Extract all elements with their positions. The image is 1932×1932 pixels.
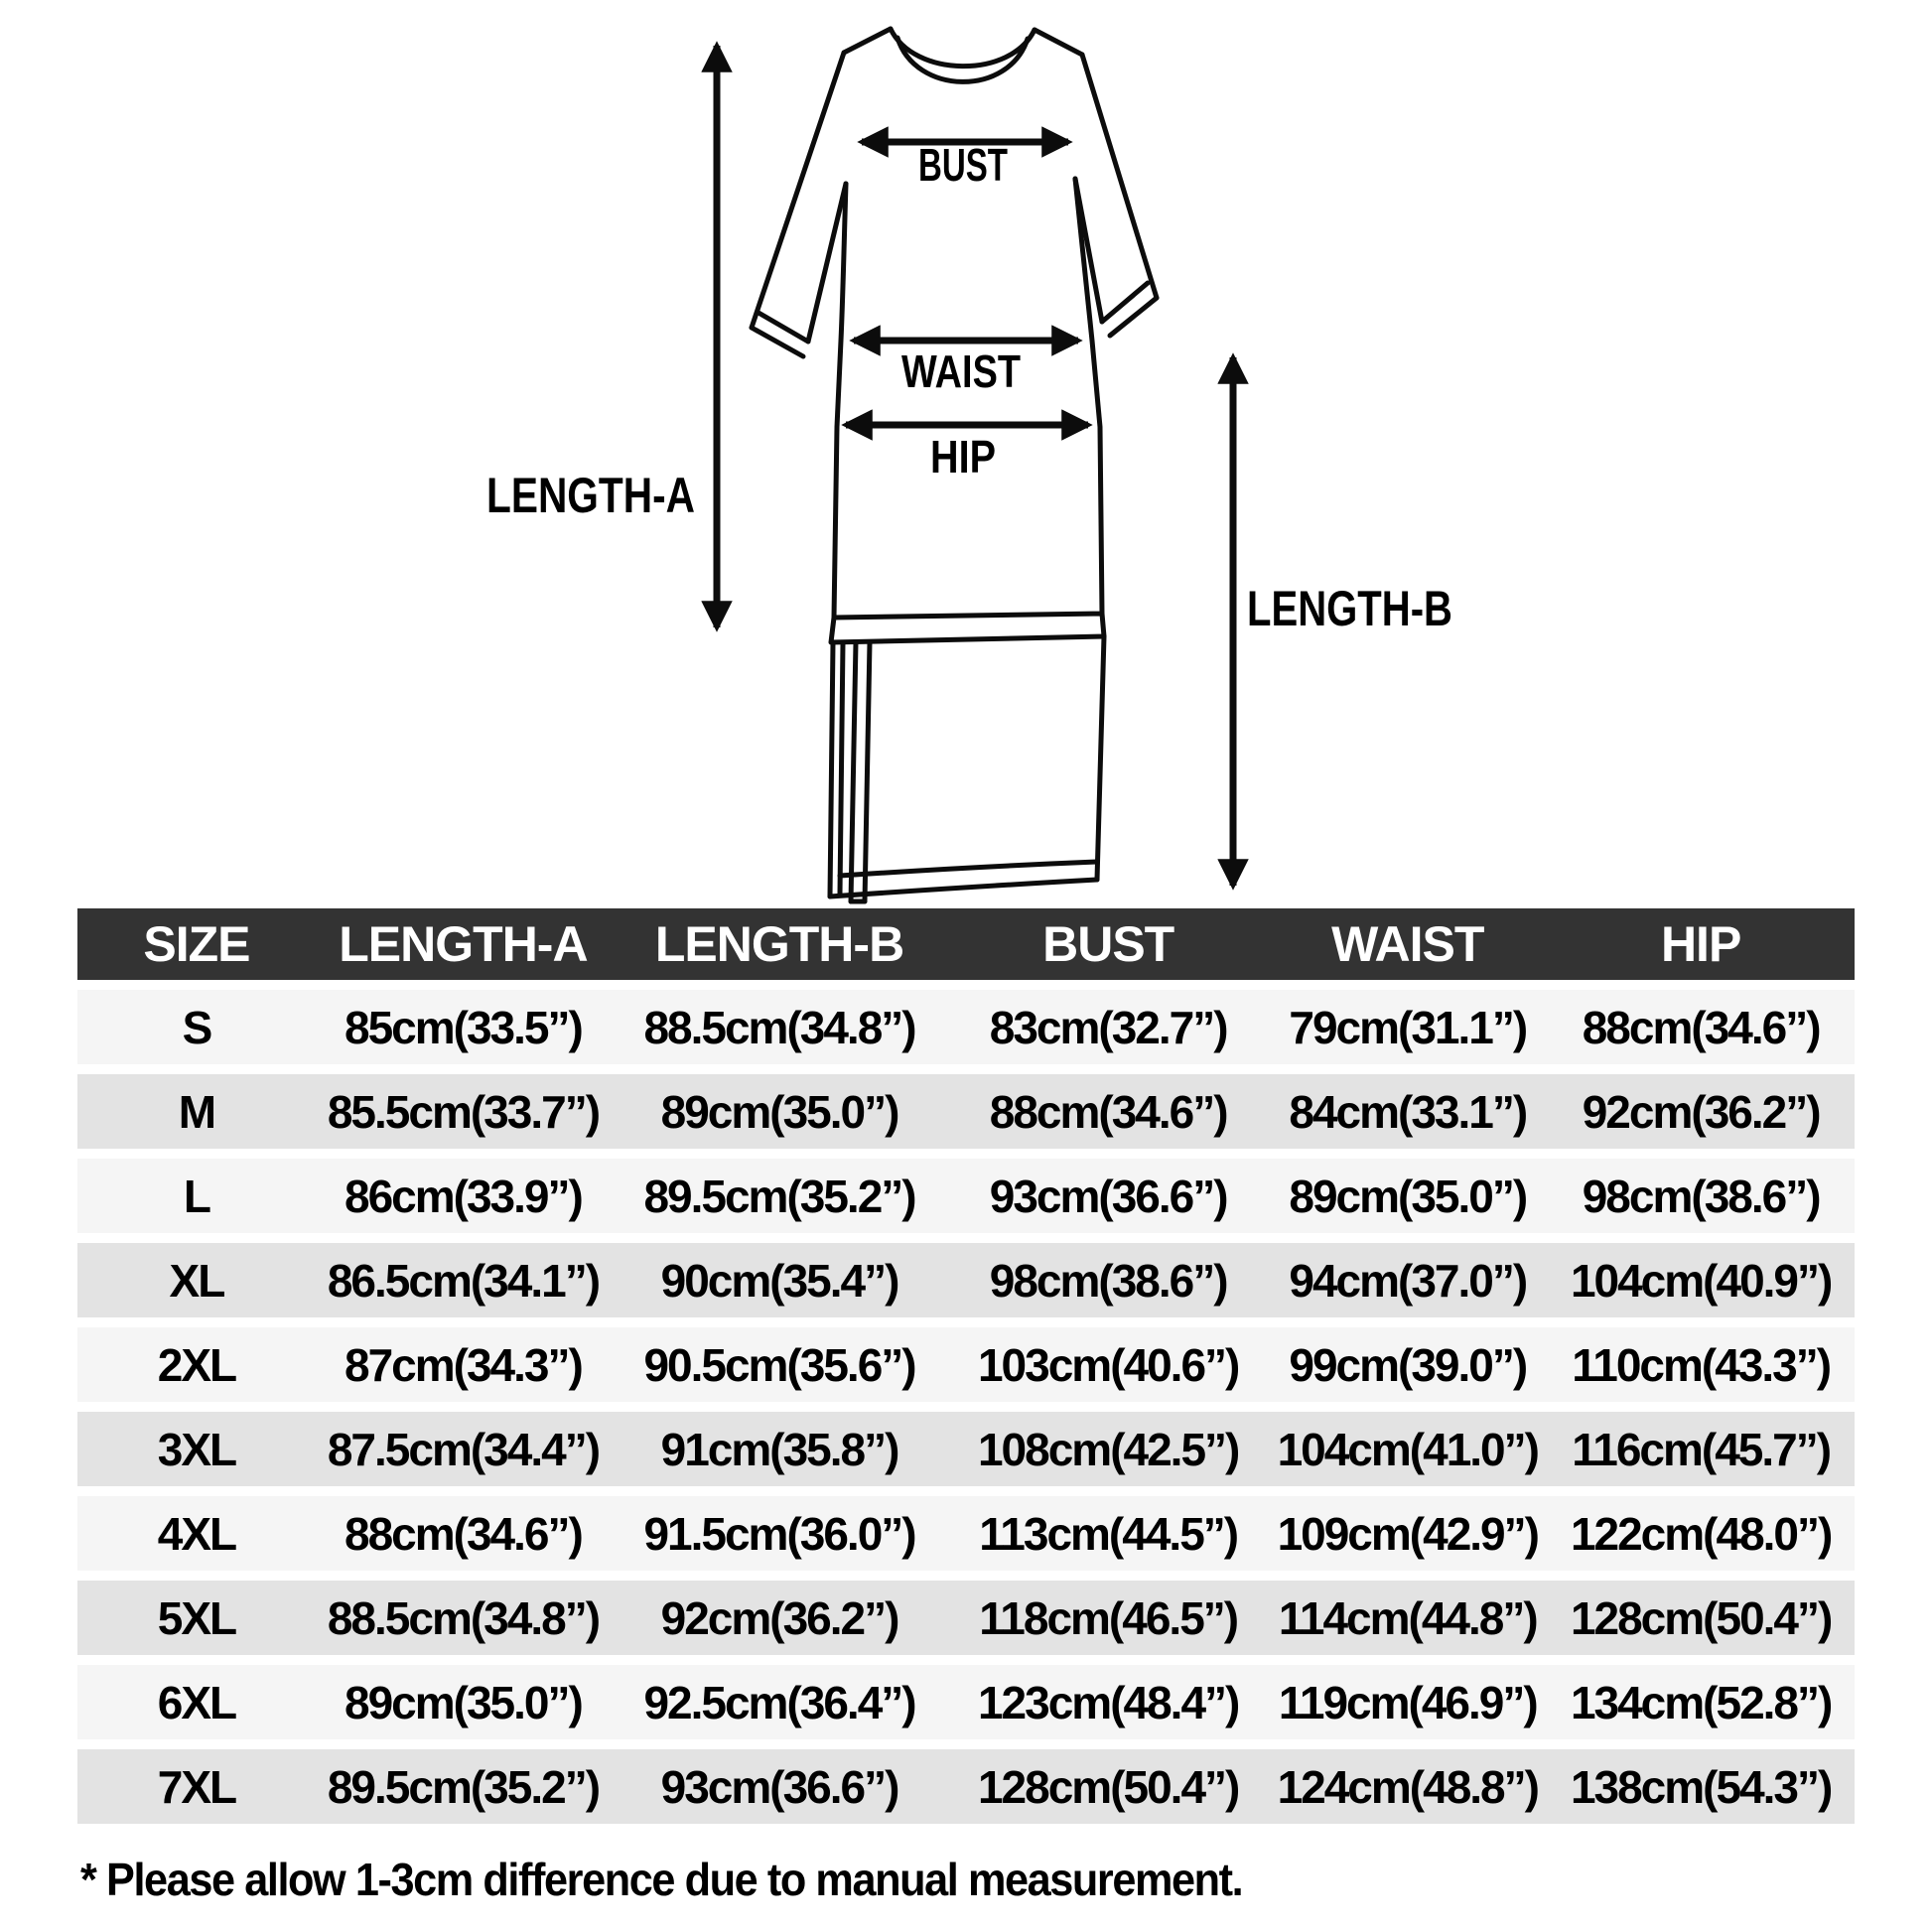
- skirt-outline: [830, 636, 1104, 901]
- size-chart-table: [77, 898, 1855, 1834]
- size-cell: 6XL: [77, 1665, 316, 1739]
- size-cell: 4XL: [77, 1496, 316, 1571]
- value-cell: 85cm(33.5”): [316, 990, 611, 1064]
- value-cell: 90cm(35.4”): [611, 1243, 948, 1317]
- column-header-waist: WAIST: [1268, 908, 1547, 980]
- column-header-hip: HIP: [1547, 908, 1855, 980]
- table-header-row: [77, 908, 1855, 980]
- value-cell: 87.5cm(34.4”): [316, 1412, 611, 1486]
- value-cell: 92cm(36.2”): [1547, 1074, 1855, 1149]
- value-cell: 103cm(40.6”): [948, 1327, 1268, 1402]
- value-cell: 98cm(38.6”): [948, 1243, 1268, 1317]
- garment-measurement-diagram: [0, 0, 1932, 913]
- table-row: [77, 990, 1855, 1064]
- column-header-length-a: LENGTH-A: [316, 908, 611, 980]
- value-cell: 108cm(42.5”): [948, 1412, 1268, 1486]
- value-cell: 92.5cm(36.4”): [611, 1665, 948, 1739]
- value-cell: 114cm(44.8”): [1268, 1581, 1547, 1655]
- value-cell: 89cm(35.0”): [1268, 1159, 1547, 1233]
- value-cell: 92cm(36.2”): [611, 1581, 948, 1655]
- value-cell: 79cm(31.1”): [1268, 990, 1547, 1064]
- value-cell: 99cm(39.0”): [1268, 1327, 1547, 1402]
- value-cell: 119cm(46.9”): [1268, 1665, 1547, 1739]
- table-row: [77, 1074, 1855, 1149]
- value-cell: 93cm(36.6”): [948, 1159, 1268, 1233]
- table-row: [77, 1496, 1855, 1571]
- value-cell: 86.5cm(34.1”): [316, 1243, 611, 1317]
- value-cell: 128cm(50.4”): [948, 1749, 1268, 1824]
- value-cell: 94cm(37.0”): [1268, 1243, 1547, 1317]
- table-row: [77, 1159, 1855, 1233]
- hip-label: HIP: [930, 431, 996, 483]
- value-cell: 118cm(46.5”): [948, 1581, 1268, 1655]
- size-cell: 3XL: [77, 1412, 316, 1486]
- value-cell: 89cm(35.0”): [611, 1074, 948, 1149]
- value-cell: 138cm(54.3”): [1547, 1749, 1855, 1824]
- value-cell: 85.5cm(33.7”): [316, 1074, 611, 1149]
- value-cell: 113cm(44.5”): [948, 1496, 1268, 1571]
- value-cell: 90.5cm(35.6”): [611, 1327, 948, 1402]
- value-cell: 104cm(41.0”): [1268, 1412, 1547, 1486]
- size-cell: 2XL: [77, 1327, 316, 1402]
- value-cell: 109cm(42.9”): [1268, 1496, 1547, 1571]
- value-cell: 88cm(34.6”): [948, 1074, 1268, 1149]
- value-cell: 89.5cm(35.2”): [611, 1159, 948, 1233]
- value-cell: 91.5cm(36.0”): [611, 1496, 948, 1571]
- waist-label: WAIST: [901, 345, 1021, 397]
- length-b-label: LENGTH-B: [1247, 581, 1452, 636]
- size-cell: S: [77, 990, 316, 1064]
- size-cell: L: [77, 1159, 316, 1233]
- value-cell: 88.5cm(34.8”): [611, 990, 948, 1064]
- size-cell: 7XL: [77, 1749, 316, 1824]
- column-header-bust: BUST: [948, 908, 1268, 980]
- value-cell: 128cm(50.4”): [1547, 1581, 1855, 1655]
- value-cell: 87cm(34.3”): [316, 1327, 611, 1402]
- table-row: [77, 1665, 1855, 1739]
- value-cell: 88cm(34.6”): [316, 1496, 611, 1571]
- value-cell: 93cm(36.6”): [611, 1749, 948, 1824]
- value-cell: 89cm(35.0”): [316, 1665, 611, 1739]
- value-cell: 83cm(32.7”): [948, 990, 1268, 1064]
- size-cell: M: [77, 1074, 316, 1149]
- value-cell: 84cm(33.1”): [1268, 1074, 1547, 1149]
- bust-label: BUST: [918, 139, 1008, 191]
- table-row: [77, 1327, 1855, 1402]
- table-row: [77, 1581, 1855, 1655]
- value-cell: 91cm(35.8”): [611, 1412, 948, 1486]
- value-cell: 88cm(34.6”): [1547, 990, 1855, 1064]
- value-cell: 110cm(43.3”): [1547, 1327, 1855, 1402]
- value-cell: 98cm(38.6”): [1547, 1159, 1855, 1233]
- value-cell: 124cm(48.8”): [1268, 1749, 1547, 1824]
- value-cell: 104cm(40.9”): [1547, 1243, 1855, 1317]
- value-cell: 89.5cm(35.2”): [316, 1749, 611, 1824]
- value-cell: 134cm(52.8”): [1547, 1665, 1855, 1739]
- column-header-size: SIZE: [77, 908, 316, 980]
- column-header-length-b: LENGTH-B: [611, 908, 948, 980]
- table-row: [77, 1243, 1855, 1317]
- size-cell: XL: [77, 1243, 316, 1317]
- value-cell: 123cm(48.4”): [948, 1665, 1268, 1739]
- value-cell: 86cm(33.9”): [316, 1159, 611, 1233]
- tunic-outline: [752, 29, 1157, 642]
- length-a-label: LENGTH-A: [486, 468, 695, 523]
- size-cell: 5XL: [77, 1581, 316, 1655]
- value-cell: 122cm(48.0”): [1547, 1496, 1855, 1571]
- measurement-footnote: * Please allow 1-3cm difference due to manual measurement.: [80, 1854, 1243, 1905]
- table-row: [77, 1412, 1855, 1486]
- value-cell: 116cm(45.7”): [1547, 1412, 1855, 1486]
- value-cell: 88.5cm(34.8”): [316, 1581, 611, 1655]
- table-row: [77, 1749, 1855, 1824]
